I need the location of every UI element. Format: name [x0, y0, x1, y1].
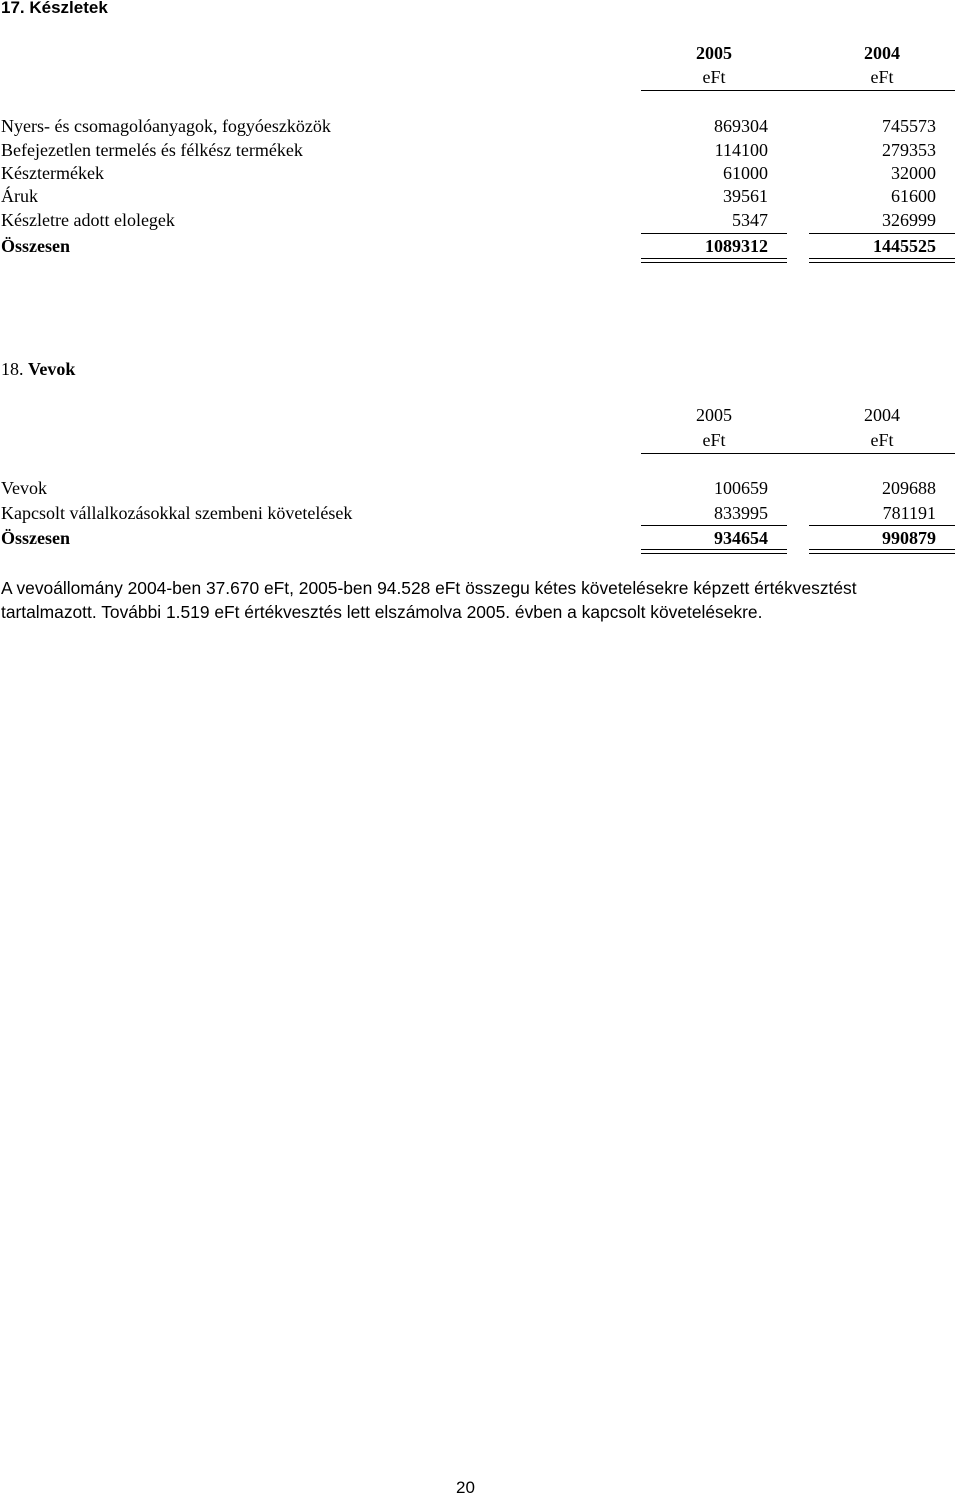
s17-row-2005: 114100	[714, 140, 768, 160]
s17-total-double-rule-2004	[809, 258, 955, 263]
s17-year-2004: 2004	[864, 43, 900, 63]
s17-total-2004: 1445525	[873, 236, 936, 256]
s18-row-2005: 100659	[714, 478, 768, 498]
s17-unit-2005: eFt	[702, 67, 726, 87]
s18-unit-2004: eFt	[870, 430, 894, 450]
s17-row-2005: 61000	[723, 163, 768, 183]
s17-header-rule	[641, 90, 955, 91]
s17-year-2005: 2005	[696, 43, 732, 63]
s17-unit-2004: eFt	[870, 67, 894, 87]
s17-row-label: Befejezetlen termelés és félkész termékek	[1, 140, 303, 160]
s17-row-2004: 32000	[891, 163, 936, 183]
s18-row-label: Kapcsolt vállalkozásokkal szembeni követelések	[1, 503, 353, 523]
s17-row-2004: 61600	[891, 186, 936, 206]
s18-subtotal-rule-2004	[809, 525, 955, 526]
s18-row-2004: 209688	[882, 478, 936, 498]
s18-total-label: Összesen	[1, 528, 70, 548]
s18-row-2004: 781191	[882, 503, 936, 523]
s17-row-label: Áruk	[1, 186, 38, 206]
s17-row-2005: 869304	[714, 116, 768, 136]
s18-total-double-rule-2004	[809, 549, 955, 554]
s18-unit-2005: eFt	[702, 430, 726, 450]
s17-subtotal-rule-2005	[641, 233, 787, 234]
s17-row-label: Készletre adott elolegek	[1, 210, 175, 230]
page-number: 20	[456, 1478, 475, 1497]
s17-total-double-rule-2005	[641, 258, 787, 263]
s18-total-2004: 990879	[882, 528, 936, 548]
s17-total-label: Összesen	[1, 236, 70, 256]
s18-note-line-2: tartalmazott. További 1.519 eFt értékvesztés lett elszámolva 2005. évben a kapcsolt követelésekre.	[1, 602, 763, 622]
section-18-number: 18.	[1, 359, 24, 379]
s18-total-double-rule-2005	[641, 549, 787, 554]
s18-year-2005: 2005	[696, 405, 732, 425]
s17-row-2004: 326999	[882, 210, 936, 230]
s18-subtotal-rule-2005	[641, 525, 787, 526]
s18-total-2005: 934654	[714, 528, 768, 548]
section-17-title: 17. Készletek	[1, 0, 108, 17]
s17-total-2005: 1089312	[705, 236, 768, 256]
section-18-title	[1, 359, 75, 380]
s17-row-2005: 39561	[723, 186, 768, 206]
s18-row-2005: 833995	[714, 503, 768, 523]
s18-row-label: Vevok	[1, 478, 47, 498]
section-18-name: Vevok	[28, 359, 76, 379]
s17-row-2005: 5347	[732, 210, 768, 230]
s17-row-2004: 745573	[882, 116, 936, 136]
s17-row-label: Nyers- és csomagolóanyagok, fogyóeszközök	[1, 116, 331, 136]
s18-header-rule	[641, 453, 955, 454]
s17-row-label: Késztermékek	[1, 163, 104, 183]
s17-subtotal-rule-2004	[809, 233, 955, 234]
s18-year-2004: 2004	[864, 405, 900, 425]
s18-note-line-1: A vevoállomány 2004-ben 37.670 eFt, 2005-ben 94.528 eFt összegu kétes követelésekre képzett értékvesztést	[1, 578, 857, 598]
s17-row-2004: 279353	[882, 140, 936, 160]
